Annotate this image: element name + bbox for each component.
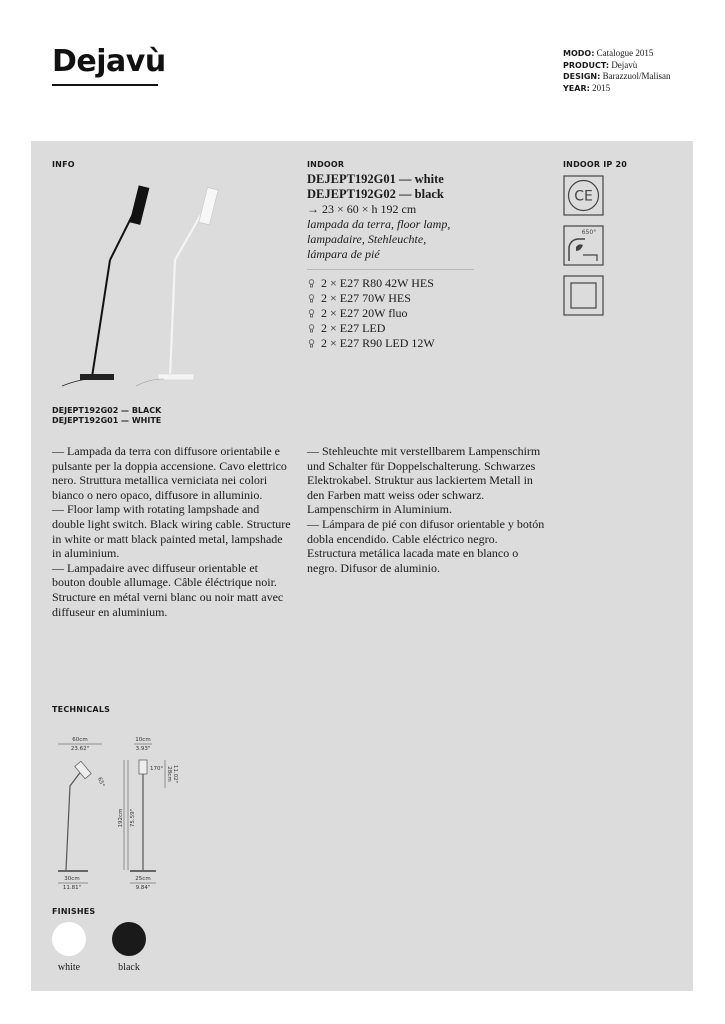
bulb-spec: [307, 321, 482, 336]
bulb-spec-text: 2 × E27 20W fluo: [321, 306, 408, 320]
description-paragraph-de: — Stehleuchte mit verstellbarem Lampenschirm und Schalter für Doppelschalterung. Schwarzes Elektrokabel. Struktur aus lackiertem Metall in den Farben matt weiss oder schwarz. Lampenschirm in Aluminium.: [307, 444, 541, 517]
dim-text: 60cm: [72, 737, 88, 743]
meta-value: Barazzuol/Malisan: [602, 71, 671, 81]
bulb-spec-text: 2 × E27 70W HES: [321, 291, 411, 305]
dim-text: 192cm: [118, 808, 124, 828]
product-code-white: DEJEPT192G01 — white: [307, 172, 444, 186]
finish-swatch-black[interactable]: [112, 922, 146, 956]
description-right: [307, 444, 547, 575]
meta-key: DESIGN:: [563, 72, 601, 81]
product-photo: [52, 180, 232, 390]
meta-key: PRODUCT:: [563, 60, 610, 70]
bulb-icon: [308, 279, 315, 288]
bulb-spec-text: 2 × E27 R90 LED 12W: [321, 336, 435, 350]
finish-label-black: black: [118, 962, 140, 973]
product-code-black: DEJEPT192G02 — black: [307, 187, 444, 201]
meta-row: [563, 48, 671, 60]
section-info-label: INFO: [52, 160, 75, 169]
description-left: [52, 444, 292, 619]
product-name-line: lampadaire, Stehleuchte,: [307, 232, 427, 246]
meta-row: [563, 71, 671, 83]
meta-value: 2015: [592, 82, 611, 93]
dim-text: 75.59": [130, 808, 136, 828]
dim-text: 9.84": [135, 885, 151, 891]
bulb-icon: [308, 339, 315, 348]
temperature-text: 650°: [581, 229, 597, 236]
dim-text: 23.62": [70, 746, 90, 752]
divider: [307, 269, 474, 270]
meta-key: YEAR:: [563, 83, 590, 93]
side-view-drawing: [58, 761, 91, 872]
section-finishes-label: FINISHES: [52, 907, 96, 916]
finish-label-white: white: [57, 962, 81, 973]
variant-codes: [52, 406, 161, 425]
product-dimensions: → 23 × 60 × h 192 cm: [307, 202, 417, 216]
bulb-icon: [308, 324, 315, 333]
dim-text: 11.02": [172, 764, 178, 784]
product-info: [307, 172, 482, 351]
meta-block: [563, 48, 671, 94]
brand-logo: Dejavù: [52, 44, 166, 79]
dim-text: 28cm: [166, 766, 172, 782]
technical-drawing: [52, 730, 212, 892]
section-indoor-label: INDOOR: [307, 160, 345, 169]
bulb-spec-text: 2 × E27 LED: [321, 321, 386, 335]
dim-text: 170°: [150, 766, 164, 772]
meta-key: MODO:: [563, 49, 595, 58]
description-paragraph-it: — Lampada da terra con diffusore orientabile e pulsante per la doppia accensione. Cavo elettrico nero. Struttura metallica verniciata nei colori bianco o nero opaco, diffusore in alluminio.: [52, 444, 287, 502]
description-paragraph-fr: — Lampadaire avec diffuseur orientable et bouton double allumage. Câble éléctrique noir. Structure en métal verni blanc ou noir matt avec diffuseur en aluminium.: [52, 560, 284, 619]
ce-mark-text: CE: [574, 188, 593, 205]
variant-code: DEJEPT192G01 — WHITE: [52, 415, 162, 425]
bulb-icon: [308, 294, 315, 303]
finish-swatch-white[interactable]: [52, 922, 86, 956]
variant-code: DEJEPT192G02 — BLACK: [52, 406, 162, 415]
meta-value: Catalogue 2015: [596, 48, 654, 58]
dim-text: 65°: [96, 776, 106, 788]
dim-text: 30cm: [64, 876, 80, 882]
ce-mark-icon: [563, 175, 604, 216]
meta-row: [563, 83, 671, 95]
bulb-spec: [307, 276, 482, 291]
description-paragraph-es: — Lámpara de pié con difusor orientable y botón dobla encendido. Cable eléctrico negro. Estructura metálica lacada mate en blanco o negro. Difusor de aluminio.: [307, 516, 545, 575]
white-lamp-image: [136, 187, 218, 386]
bulb-spec: [307, 291, 482, 306]
product-name-line: lámpara de pié: [307, 247, 380, 261]
meta-row: [563, 60, 671, 72]
section-indoor-ip-label: INDOOR IP 20: [563, 160, 628, 169]
dim-text: 3.93": [135, 746, 151, 752]
class-ii-insulation-icon: [563, 275, 604, 316]
description-paragraph-en: — Floor lamp with rotating lampshade and double light switch. Black wiring cable. Structure in white or matt black painted metal, lampshade in aluminium.: [52, 502, 291, 561]
bulb-spec: [307, 336, 482, 351]
brand-underline: [52, 84, 158, 86]
meta-value: Dejavù: [611, 59, 638, 70]
dim-text: 10cm: [135, 737, 151, 743]
bulb-spec: [307, 306, 482, 321]
dim-text: 11.81": [62, 885, 82, 891]
bulb-spec-text: 2 × E27 R80 42W HES: [321, 276, 434, 290]
section-technicals-label: TECHNICALS: [52, 705, 111, 714]
black-lamp-image: [62, 185, 149, 386]
bulb-icon: [308, 309, 315, 318]
product-name-line: lampada da terra, floor lamp,: [307, 217, 451, 231]
temperature-glow-wire-icon: [563, 225, 604, 266]
dim-text: 25cm: [135, 876, 151, 882]
